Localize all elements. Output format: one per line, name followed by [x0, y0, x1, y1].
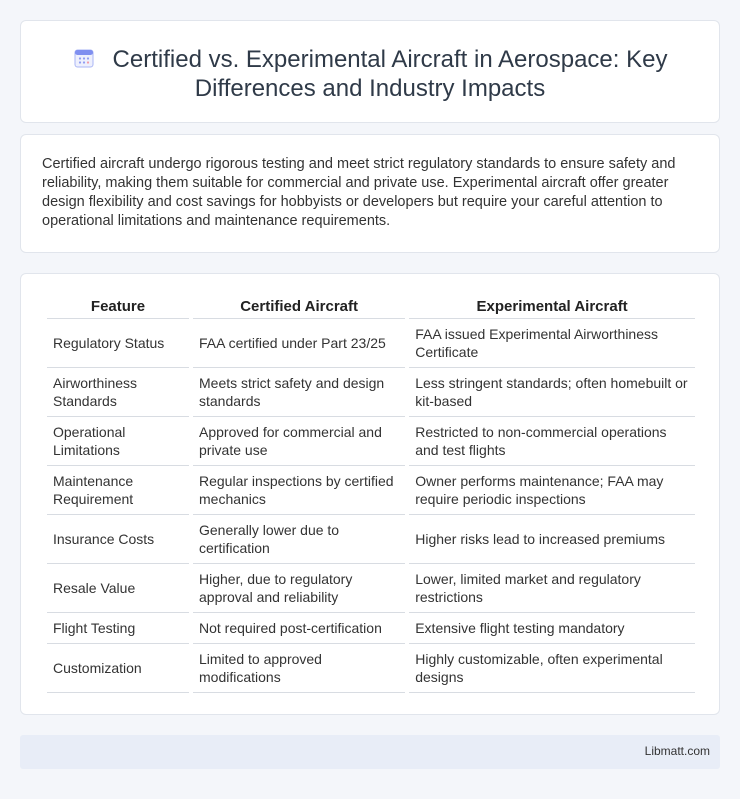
footer-bar: [20, 735, 720, 769]
cell-experimental: FAA issued Experimental Airworthiness Certificate: [409, 319, 695, 368]
table-row: [47, 515, 695, 564]
cell-experimental: Higher risks lead to increased premiums: [409, 515, 695, 564]
table-row: [47, 644, 695, 693]
cell-feature: Regulatory Status: [47, 319, 189, 368]
cell-feature: Resale Value: [47, 564, 189, 613]
page-title: Certified vs. Experimental Aircraft in Aerospace: Key Differences and Industry Impacts: [112, 46, 668, 102]
cell-experimental: Lower, limited market and regulatory restrictions: [409, 564, 695, 613]
intro-paragraph: Certified aircraft undergo rigorous testing and meet strict regulatory standards to ensure safety and reliability, making them suitable for commercial and private use. Experimental aircraft offer greater design flexibility and cost savings for hobbyists or developers but require your careful attention to operational limitations and maintenance requirements.: [42, 156, 676, 229]
cell-certified: Limited to approved modifications: [193, 644, 405, 693]
cell-feature: Operational Limitations: [47, 417, 189, 466]
cell-experimental: Restricted to non-commercial operations and test flights: [409, 417, 695, 466]
cell-feature: Insurance Costs: [47, 515, 189, 564]
table-row: [47, 417, 695, 466]
table-header-row: [47, 296, 695, 319]
page-title-wrap: [21, 45, 719, 103]
cell-experimental: Owner performs maintenance; FAA may require periodic inspections: [409, 466, 695, 515]
calendar-icon: [73, 47, 95, 69]
cell-certified: Meets strict safety and design standards: [193, 368, 405, 417]
cell-certified: Regular inspections by certified mechanics: [193, 466, 405, 515]
intro-card: [20, 134, 720, 253]
cell-experimental: Less stringent standards; often homebuilt or kit-based: [409, 368, 695, 417]
title-card: [20, 20, 720, 123]
comparison-table: [43, 296, 699, 693]
cell-certified: Higher, due to regulatory approval and reliability: [193, 564, 405, 613]
table-row: [47, 466, 695, 515]
cell-certified: Not required post-certification: [193, 613, 405, 644]
header-experimental: Experimental Aircraft: [409, 296, 695, 319]
cell-feature: Airworthiness Standards: [47, 368, 189, 417]
comparison-table-card: [20, 273, 720, 715]
table-row: [47, 319, 695, 368]
cell-feature: Customization: [47, 644, 189, 693]
header-certified: Certified Aircraft: [193, 296, 405, 319]
cell-feature: Maintenance Requirement: [47, 466, 189, 515]
table-row: [47, 368, 695, 417]
header-feature: Feature: [47, 296, 189, 319]
cell-certified: FAA certified under Part 23/25: [193, 319, 405, 368]
table-row: [47, 613, 695, 644]
cell-feature: Flight Testing: [47, 613, 189, 644]
cell-experimental: Extensive flight testing mandatory: [409, 613, 695, 644]
cell-certified: Approved for commercial and private use: [193, 417, 405, 466]
cell-certified: Generally lower due to certification: [193, 515, 405, 564]
cell-experimental: Highly customizable, often experimental designs: [409, 644, 695, 693]
footer-site-link[interactable]: Libmatt.com: [644, 744, 710, 758]
table-row: [47, 564, 695, 613]
